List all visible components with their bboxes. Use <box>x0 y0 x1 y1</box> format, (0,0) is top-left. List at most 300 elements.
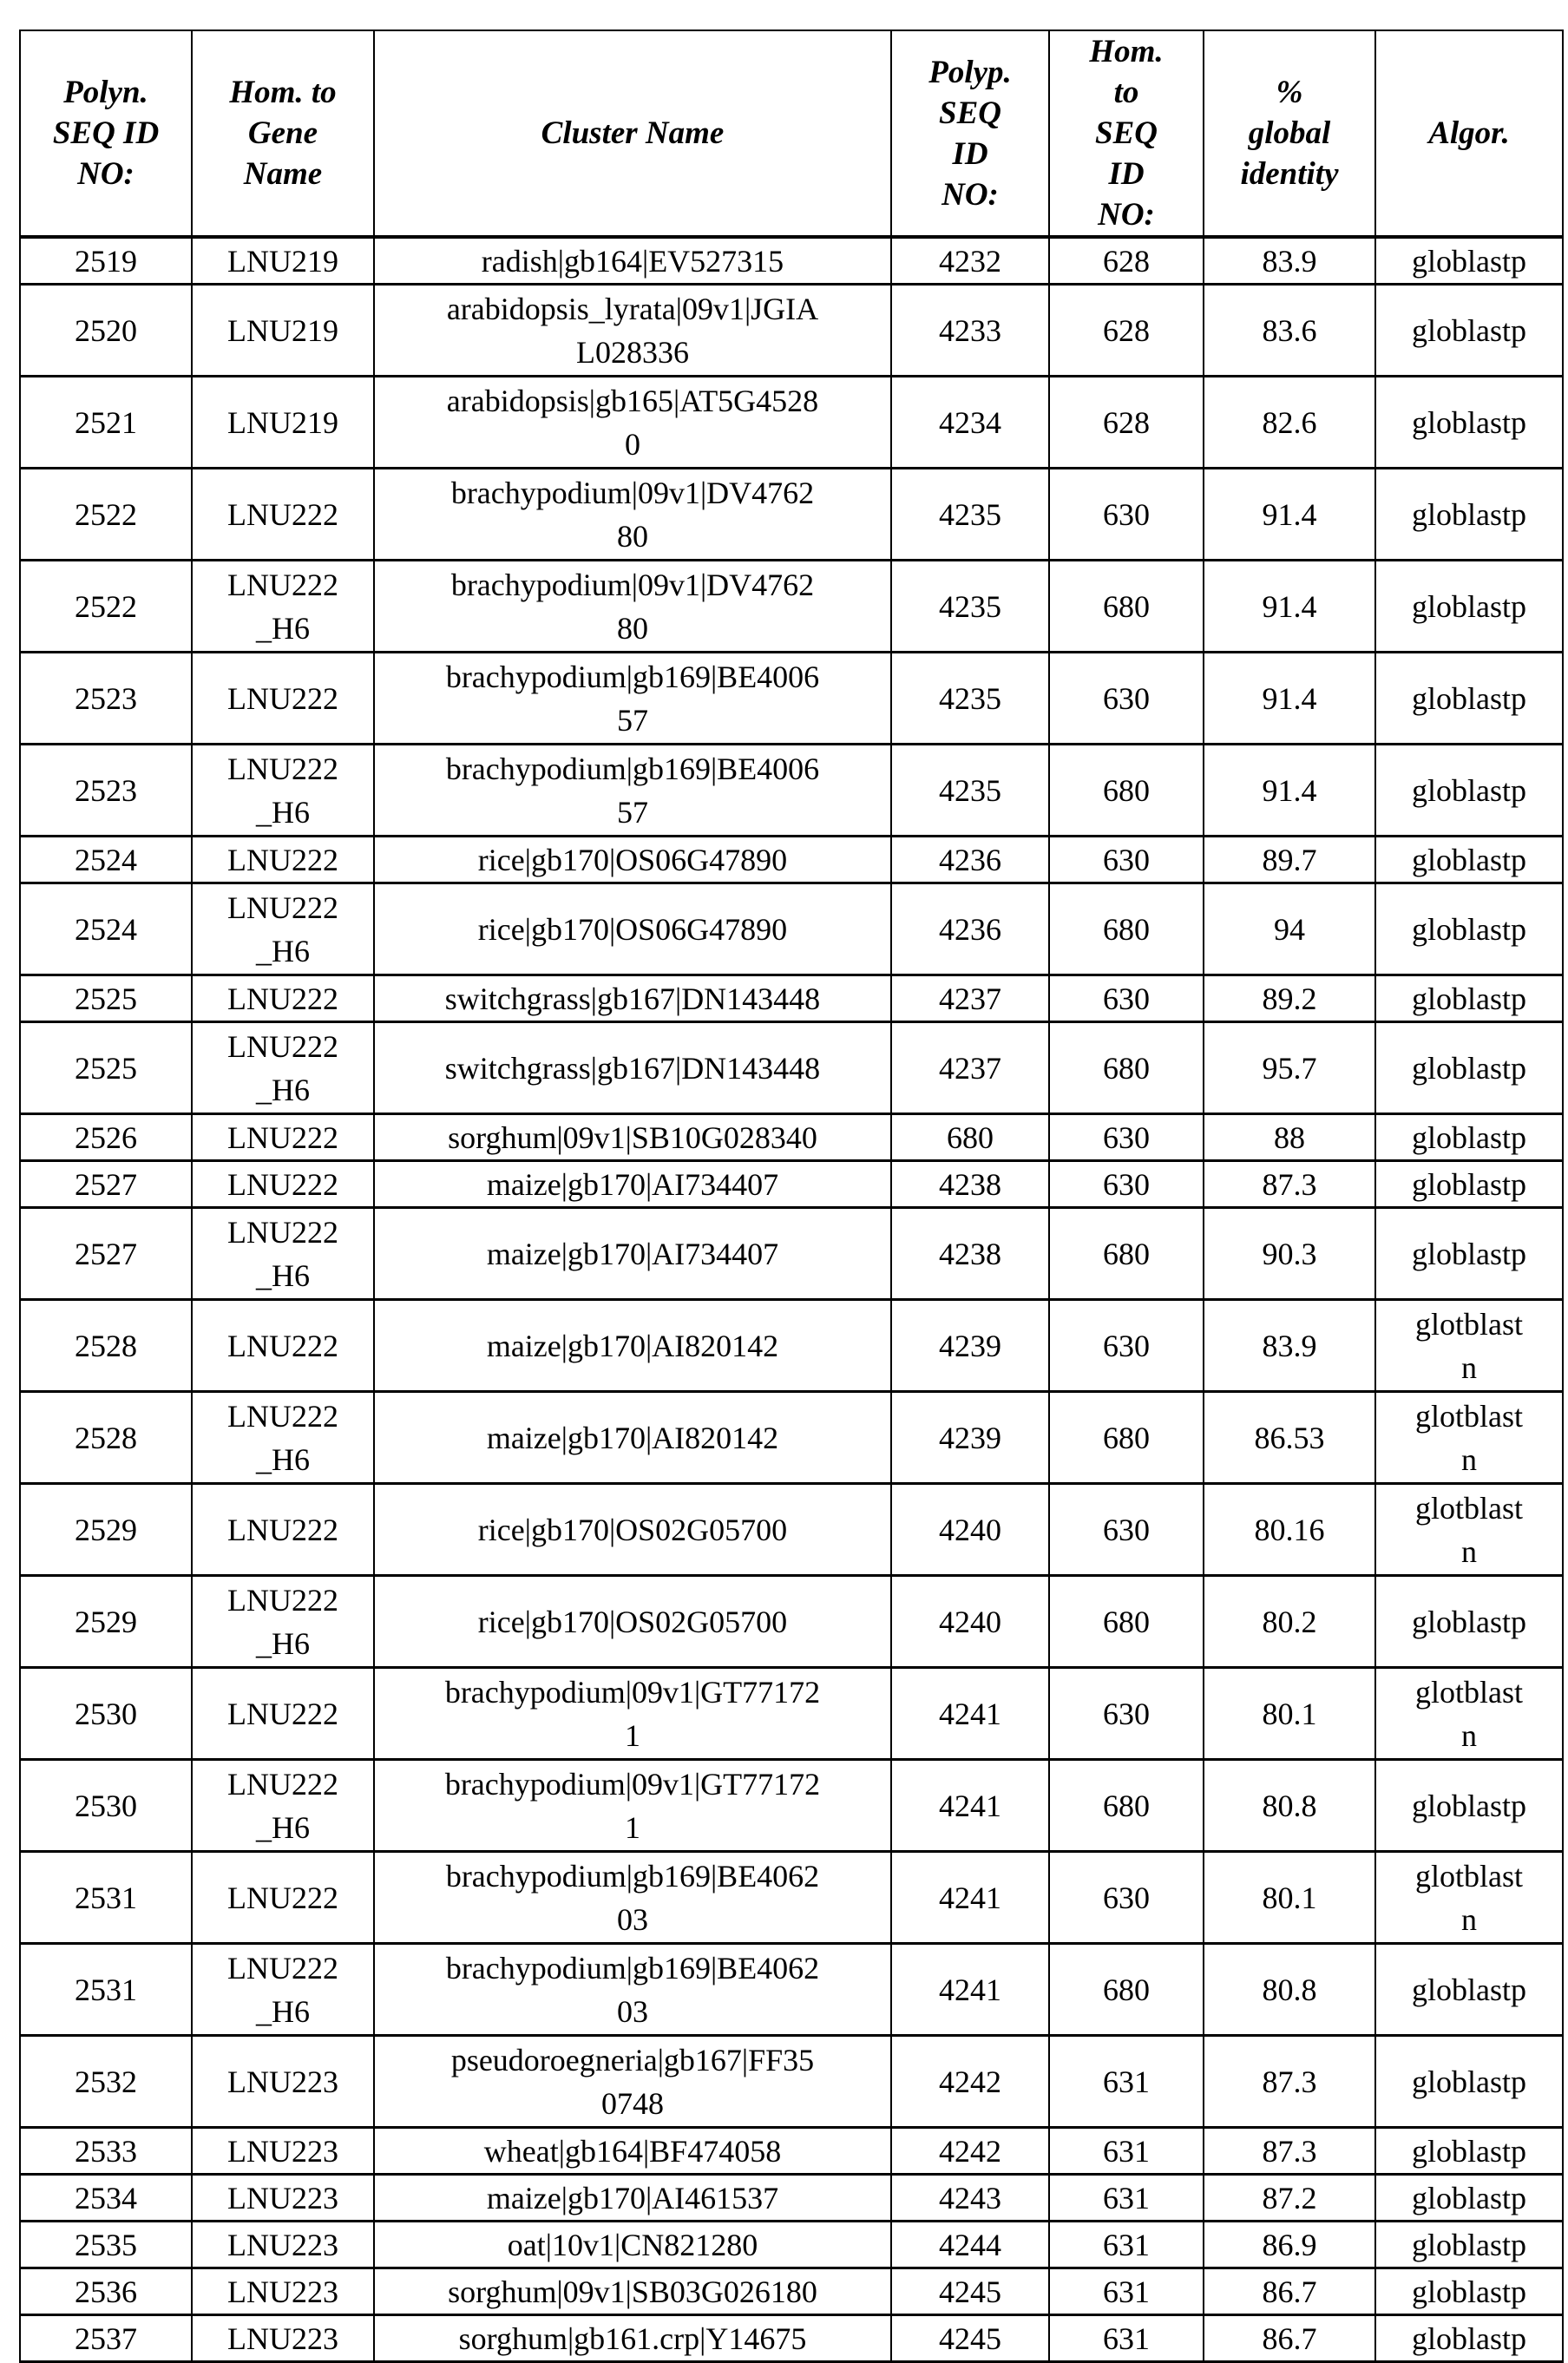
table-row <box>20 2175 1563 2222</box>
cell-polyn-seq-id: 2528 <box>20 1392 192 1484</box>
table-row <box>20 1208 1563 1300</box>
cell-global-identity: 80.8 <box>1204 1760 1375 1852</box>
cell-hom-seq-id: 680 <box>1049 1576 1204 1668</box>
cell-cluster-name-line: rice|gb170|OS06G47890 <box>477 842 788 877</box>
cell-polyn-seq-id: 2524 <box>20 883 192 975</box>
cell-gene-name <box>192 883 374 975</box>
cell-cluster-name-line: switchgrass|gb167|DN143448 <box>444 1050 821 1086</box>
cell-gene-name <box>192 237 374 285</box>
cell-algor <box>1375 2036 1563 2128</box>
homolog-table <box>19 30 1564 2363</box>
cell-gene-name <box>192 1576 374 1668</box>
cell-cluster-name <box>374 837 891 883</box>
cell-cluster-name <box>374 975 891 1022</box>
cell-polyp-seq-id: 4242 <box>891 2036 1049 2128</box>
cell-cluster-name-line: brachypodium|09v1|DV4762 <box>450 475 815 510</box>
cell-gene-name <box>192 1208 374 1300</box>
cell-algor <box>1375 1022 1563 1114</box>
table-row <box>20 1944 1563 2036</box>
cell-gene-name-line: LNU222 <box>227 1880 338 1915</box>
cell-algor <box>1375 653 1563 745</box>
cell-gene-name-line: LNU222 <box>227 1696 338 1731</box>
cell-gene-name-line: _H6 <box>256 794 310 830</box>
cell-global-identity: 83.6 <box>1204 285 1375 377</box>
cell-gene-name <box>192 1392 374 1484</box>
cell-gene-name-line: LNU222 <box>227 1119 338 1155</box>
cell-cluster-name-line: maize|gb170|AI461537 <box>486 2180 779 2215</box>
cell-gene-name <box>192 1668 374 1760</box>
header-line: Polyp. <box>928 54 1012 90</box>
cell-gene-name-line: LNU223 <box>227 2227 338 2262</box>
cell-polyn-seq-id: 2521 <box>20 377 192 469</box>
cell-gene-name-line: LNU223 <box>227 2133 338 2169</box>
cell-gene-name-line: LNU222 <box>227 1398 338 1434</box>
cell-cluster-name-line: 80 <box>617 610 648 646</box>
cell-gene-name-line: LNU222 <box>227 981 338 1016</box>
table-row <box>20 1300 1563 1392</box>
cell-algor-line: globlastp <box>1412 243 1526 279</box>
cell-polyp-seq-id: 4235 <box>891 653 1049 745</box>
cell-cluster-name-line: rice|gb170|OS02G05700 <box>477 1512 788 1547</box>
cell-algor-line: globlastp <box>1412 2133 1526 2169</box>
cell-cluster-name-line: 03 <box>617 1993 648 2029</box>
cell-gene-name-line: _H6 <box>256 1441 310 1477</box>
cell-algor-line: globlastp <box>1412 588 1526 624</box>
cell-gene-name-line: LNU222 <box>227 1028 338 1064</box>
cell-polyp-seq-id: 4238 <box>891 1161 1049 1208</box>
cell-cluster-name-line: maize|gb170|AI734407 <box>486 1166 779 1202</box>
cell-cluster-name-line: brachypodium|gb169|BE4062 <box>445 1950 820 1986</box>
cell-algor-line: n <box>1461 1441 1477 1477</box>
header-line: identity <box>1240 156 1339 192</box>
cell-cluster-name <box>374 1161 891 1208</box>
cell-hom-seq-id: 631 <box>1049 2315 1204 2362</box>
cell-global-identity: 89.7 <box>1204 837 1375 883</box>
cell-algor-line: n <box>1461 1717 1477 1753</box>
cell-polyn-seq-id: 2523 <box>20 653 192 745</box>
cell-algor <box>1375 1576 1563 1668</box>
table-row <box>20 2268 1563 2315</box>
cell-global-identity: 91.4 <box>1204 745 1375 837</box>
cell-cluster-name <box>374 1944 891 2036</box>
table-row <box>20 1161 1563 1208</box>
cell-polyp-seq-id: 4235 <box>891 561 1049 653</box>
cell-global-identity: 91.4 <box>1204 469 1375 561</box>
cell-algor-line: globlastp <box>1412 772 1526 808</box>
header-line: Algor. <box>1428 115 1510 151</box>
cell-cluster-name <box>374 285 891 377</box>
cell-gene-name-line: _H6 <box>256 1625 310 1661</box>
cell-polyp-seq-id: 4243 <box>891 2175 1049 2222</box>
cell-gene-name-line: LNU222 <box>227 1328 338 1363</box>
cell-polyn-seq-id: 2527 <box>20 1161 192 1208</box>
cell-algor-line: glotblast <box>1415 1490 1523 1526</box>
cell-algor <box>1375 1161 1563 1208</box>
cell-cluster-name <box>374 1208 891 1300</box>
cell-hom-seq-id: 630 <box>1049 1852 1204 1944</box>
table-row <box>20 237 1563 285</box>
cell-global-identity: 94 <box>1204 883 1375 975</box>
cell-gene-name-line: LNU222 <box>227 1166 338 1202</box>
cell-polyn-seq-id: 2520 <box>20 285 192 377</box>
cell-gene-name-line: _H6 <box>256 1257 310 1293</box>
cell-cluster-name-line: sorghum|09v1|SB03G026180 <box>448 2274 817 2309</box>
cell-gene-name-line: LNU219 <box>227 404 338 440</box>
cell-cluster-name-line: arabidopsis_lyrata|09v1|JGIA <box>446 291 819 326</box>
cell-hom-seq-id: 680 <box>1049 883 1204 975</box>
cell-cluster-name-line: rice|gb170|OS02G05700 <box>477 1604 788 1639</box>
cell-algor-line: globlastp <box>1412 2320 1526 2356</box>
cell-polyn-seq-id: 2536 <box>20 2268 192 2315</box>
cell-hom-seq-id: 628 <box>1049 377 1204 469</box>
cell-cluster-name-line: arabidopsis|gb165|AT5G4528 <box>446 383 819 418</box>
cell-algor <box>1375 2175 1563 2222</box>
cell-hom-seq-id: 631 <box>1049 2268 1204 2315</box>
cell-global-identity: 83.9 <box>1204 1300 1375 1392</box>
cell-polyp-seq-id: 4245 <box>891 2268 1049 2315</box>
cell-cluster-name-line: 57 <box>617 702 648 738</box>
cell-algor <box>1375 469 1563 561</box>
table-row <box>20 1760 1563 1852</box>
cell-polyn-seq-id: 2530 <box>20 1760 192 1852</box>
cell-polyp-seq-id: 4235 <box>891 745 1049 837</box>
cell-algor <box>1375 1484 1563 1576</box>
cell-polyp-seq-id: 4241 <box>891 1852 1049 1944</box>
cell-global-identity: 87.3 <box>1204 2128 1375 2175</box>
cell-cluster-name-line: 80 <box>617 518 648 554</box>
cell-algor-line: globlastp <box>1412 981 1526 1016</box>
cell-polyn-seq-id: 2528 <box>20 1300 192 1392</box>
cell-gene-name <box>192 1300 374 1392</box>
table-row <box>20 1114 1563 1161</box>
table-row <box>20 975 1563 1022</box>
cell-cluster-name-line: sorghum|gb161.crp|Y14675 <box>458 2320 807 2356</box>
cell-gene-name <box>192 1944 374 2036</box>
cell-global-identity: 95.7 <box>1204 1022 1375 1114</box>
cell-hom-seq-id: 680 <box>1049 1022 1204 1114</box>
cell-global-identity: 89.2 <box>1204 975 1375 1022</box>
cell-hom-seq-id: 630 <box>1049 1300 1204 1392</box>
cell-gene-name-line: LNU222 <box>227 751 338 786</box>
table-row <box>20 285 1563 377</box>
cell-cluster-name-line: brachypodium|09v1|DV4762 <box>450 567 815 602</box>
cell-gene-name-line: LNU223 <box>227 2180 338 2215</box>
header-line: Name <box>243 156 323 192</box>
header-line: Cluster Name <box>541 115 725 151</box>
cell-gene-name-line: LNU222 <box>227 496 338 532</box>
table-row <box>20 1022 1563 1114</box>
cell-cluster-name <box>374 1114 891 1161</box>
header-hom-seq-id <box>1049 30 1204 237</box>
cell-gene-name-line: _H6 <box>256 1072 310 1107</box>
cell-polyp-seq-id: 4236 <box>891 883 1049 975</box>
cell-cluster-name <box>374 2222 891 2268</box>
cell-algor-line: globlastp <box>1412 911 1526 947</box>
cell-cluster-name <box>374 237 891 285</box>
cell-algor <box>1375 1668 1563 1760</box>
cell-polyp-seq-id: 4244 <box>891 2222 1049 2268</box>
cell-hom-seq-id: 680 <box>1049 1760 1204 1852</box>
cell-polyp-seq-id: 4240 <box>891 1484 1049 1576</box>
cell-gene-name-line: _H6 <box>256 933 310 968</box>
cell-cluster-name-line: brachypodium|gb169|BE4006 <box>445 751 820 786</box>
table-row <box>20 653 1563 745</box>
cell-gene-name <box>192 1114 374 1161</box>
cell-hom-seq-id: 630 <box>1049 975 1204 1022</box>
cell-algor-line: glotblast <box>1415 1674 1523 1710</box>
cell-polyn-seq-id: 2526 <box>20 1114 192 1161</box>
cell-gene-name <box>192 561 374 653</box>
cell-polyn-seq-id: 2527 <box>20 1208 192 1300</box>
cell-polyn-seq-id: 2531 <box>20 1852 192 1944</box>
cell-polyp-seq-id: 4245 <box>891 2315 1049 2362</box>
cell-algor <box>1375 2315 1563 2362</box>
cell-cluster-name <box>374 653 891 745</box>
cell-algor-line: globlastp <box>1412 2227 1526 2262</box>
cell-gene-name <box>192 1484 374 1576</box>
cell-cluster-name-line: wheat|gb164|BF474058 <box>483 2133 782 2169</box>
cell-gene-name <box>192 1760 374 1852</box>
cell-cluster-name-line: oat|10v1|CN821280 <box>507 2227 758 2262</box>
cell-hom-seq-id: 680 <box>1049 1392 1204 1484</box>
cell-cluster-name-line: radish|gb164|EV527315 <box>481 243 784 279</box>
cell-cluster-name <box>374 469 891 561</box>
cell-algor <box>1375 237 1563 285</box>
cell-cluster-name <box>374 1484 891 1576</box>
header-line: NO: <box>941 176 999 213</box>
cell-algor-line: globlastp <box>1412 404 1526 440</box>
cell-gene-name-line: LNU222 <box>227 1950 338 1986</box>
cell-cluster-name <box>374 561 891 653</box>
cell-algor <box>1375 1114 1563 1161</box>
cell-cluster-name <box>374 1852 891 1944</box>
cell-cluster-name-line: 0 <box>625 426 640 462</box>
cell-polyp-seq-id: 4237 <box>891 1022 1049 1114</box>
cell-gene-name <box>192 653 374 745</box>
cell-cluster-name-line: brachypodium|gb169|BE4062 <box>445 1858 820 1894</box>
cell-polyn-seq-id: 2525 <box>20 975 192 1022</box>
cell-algor-line: globlastp <box>1412 1166 1526 1202</box>
cell-gene-name-line: LNU222 <box>227 842 338 877</box>
cell-algor <box>1375 2128 1563 2175</box>
header-polyp-seq-id <box>891 30 1049 237</box>
cell-hom-seq-id: 631 <box>1049 2175 1204 2222</box>
cell-global-identity: 82.6 <box>1204 377 1375 469</box>
table-row <box>20 2315 1563 2362</box>
cell-cluster-name <box>374 2315 891 2362</box>
cell-global-identity: 90.3 <box>1204 1208 1375 1300</box>
cell-cluster-name-line: maize|gb170|AI820142 <box>486 1420 779 1455</box>
cell-algor-line: globlastp <box>1412 1972 1526 2007</box>
cell-global-identity: 80.16 <box>1204 1484 1375 1576</box>
header-row <box>20 30 1563 237</box>
table-row <box>20 2222 1563 2268</box>
cell-gene-name <box>192 2222 374 2268</box>
cell-gene-name-line: LNU222 <box>227 1512 338 1547</box>
cell-polyn-seq-id: 2531 <box>20 1944 192 2036</box>
cell-cluster-name-line: maize|gb170|AI820142 <box>486 1328 779 1363</box>
cell-algor-line: globlastp <box>1412 2064 1526 2099</box>
header-line: to <box>1113 75 1139 110</box>
header-line: Gene <box>247 115 318 151</box>
cell-algor <box>1375 1852 1563 1944</box>
header-polyn-seq-id <box>20 30 192 237</box>
cell-cluster-name <box>374 1392 891 1484</box>
cell-gene-name-line: LNU222 <box>227 1582 338 1618</box>
header-line: ID <box>952 135 988 172</box>
cell-gene-name <box>192 837 374 883</box>
cell-gene-name-line: LNU219 <box>227 312 338 348</box>
cell-gene-name-line: LNU222 <box>227 889 338 925</box>
cell-algor-line: globlastp <box>1412 1788 1526 1823</box>
cell-gene-name <box>192 1852 374 1944</box>
header-line: % <box>1276 75 1303 110</box>
cell-gene-name-line: LNU222 <box>227 680 338 716</box>
cell-global-identity: 87.2 <box>1204 2175 1375 2222</box>
cell-algor <box>1375 1300 1563 1392</box>
cell-polyn-seq-id: 2530 <box>20 1668 192 1760</box>
header-line: Hom. <box>1089 34 1164 69</box>
cell-gene-name <box>192 2128 374 2175</box>
cell-polyn-seq-id: 2534 <box>20 2175 192 2222</box>
cell-algor <box>1375 1392 1563 1484</box>
cell-algor-line: globlastp <box>1412 1050 1526 1086</box>
cell-algor-line: glotblast <box>1415 1858 1523 1894</box>
cell-gene-name-line: LNU222 <box>227 1766 338 1802</box>
cell-cluster-name-line: brachypodium|09v1|GT77172 <box>444 1674 821 1710</box>
cell-cluster-name <box>374 2036 891 2128</box>
cell-gene-name <box>192 1022 374 1114</box>
cell-cluster-name <box>374 377 891 469</box>
cell-global-identity: 83.9 <box>1204 237 1375 285</box>
cell-hom-seq-id: 630 <box>1049 1484 1204 1576</box>
header-hom-gene-name <box>192 30 374 237</box>
cell-gene-name <box>192 285 374 377</box>
cell-cluster-name <box>374 1576 891 1668</box>
table-row <box>20 1484 1563 1576</box>
cell-polyn-seq-id: 2533 <box>20 2128 192 2175</box>
cell-algor-line: globlastp <box>1412 496 1526 532</box>
cell-hom-seq-id: 630 <box>1049 837 1204 883</box>
cell-polyp-seq-id: 4240 <box>891 1576 1049 1668</box>
header-cluster-name <box>374 30 891 237</box>
cell-gene-name-line: LNU223 <box>227 2064 338 2099</box>
cell-cluster-name-line: 57 <box>617 794 648 830</box>
cell-global-identity: 87.3 <box>1204 1161 1375 1208</box>
cell-hom-seq-id: 628 <box>1049 237 1204 285</box>
cell-algor <box>1375 285 1563 377</box>
cell-cluster-name-line: switchgrass|gb167|DN143448 <box>444 981 821 1016</box>
cell-algor <box>1375 883 1563 975</box>
table-header <box>20 30 1563 237</box>
cell-algor-line: glotblast <box>1415 1306 1523 1342</box>
cell-cluster-name-line: sorghum|09v1|SB10G028340 <box>448 1119 817 1155</box>
cell-cluster-name <box>374 1022 891 1114</box>
cell-algor-line: glotblast <box>1415 1398 1523 1434</box>
cell-gene-name <box>192 469 374 561</box>
table-body <box>20 237 1563 2362</box>
cell-polyn-seq-id: 2525 <box>20 1022 192 1114</box>
cell-polyn-seq-id: 2537 <box>20 2315 192 2362</box>
cell-gene-name-line: _H6 <box>256 1809 310 1845</box>
cell-hom-seq-id: 680 <box>1049 1944 1204 2036</box>
table-row <box>20 2036 1563 2128</box>
cell-cluster-name-line: 1 <box>625 1809 640 1845</box>
cell-global-identity: 86.7 <box>1204 2268 1375 2315</box>
cell-algor-line: globlastp <box>1412 680 1526 716</box>
cell-polyp-seq-id: 4234 <box>891 377 1049 469</box>
cell-cluster-name-line: 0748 <box>601 2085 664 2121</box>
table-row <box>20 469 1563 561</box>
cell-algor-line: globlastp <box>1412 2274 1526 2309</box>
header-line: NO: <box>77 156 134 192</box>
cell-cluster-name <box>374 745 891 837</box>
cell-polyp-seq-id: 4239 <box>891 1300 1049 1392</box>
cell-global-identity: 86.7 <box>1204 2315 1375 2362</box>
cell-polyp-seq-id: 4239 <box>891 1392 1049 1484</box>
cell-gene-name <box>192 1161 374 1208</box>
cell-algor-line: globlastp <box>1412 312 1526 348</box>
table-row <box>20 837 1563 883</box>
cell-global-identity: 80.1 <box>1204 1668 1375 1760</box>
cell-cluster-name-line: brachypodium|09v1|GT77172 <box>444 1766 821 1802</box>
cell-polyn-seq-id: 2519 <box>20 237 192 285</box>
cell-gene-name <box>192 745 374 837</box>
header-line: SEQ ID <box>52 115 160 151</box>
cell-polyn-seq-id: 2523 <box>20 745 192 837</box>
cell-algor <box>1375 1208 1563 1300</box>
cell-polyn-seq-id: 2529 <box>20 1484 192 1576</box>
cell-global-identity: 86.9 <box>1204 2222 1375 2268</box>
cell-algor-line: globlastp <box>1412 842 1526 877</box>
cell-algor-line: globlastp <box>1412 2180 1526 2215</box>
header-line: Polyn. <box>63 75 148 110</box>
cell-cluster-name-line: maize|gb170|AI734407 <box>486 1236 779 1271</box>
cell-hom-seq-id: 631 <box>1049 2036 1204 2128</box>
cell-global-identity: 91.4 <box>1204 561 1375 653</box>
cell-cluster-name <box>374 883 891 975</box>
cell-cluster-name <box>374 1760 891 1852</box>
cell-polyn-seq-id: 2529 <box>20 1576 192 1668</box>
cell-polyn-seq-id: 2522 <box>20 469 192 561</box>
cell-polyp-seq-id: 4241 <box>891 1668 1049 1760</box>
header-line: SEQ <box>939 95 1001 131</box>
cell-gene-name <box>192 2315 374 2362</box>
table-row <box>20 1576 1563 1668</box>
cell-algor <box>1375 1760 1563 1852</box>
cell-global-identity: 80.2 <box>1204 1576 1375 1668</box>
cell-polyn-seq-id: 2532 <box>20 2036 192 2128</box>
cell-gene-name <box>192 2036 374 2128</box>
table-row <box>20 1392 1563 1484</box>
cell-cluster-name <box>374 1300 891 1392</box>
header-global-identity <box>1204 30 1375 237</box>
cell-hom-seq-id: 630 <box>1049 653 1204 745</box>
cell-polyp-seq-id: 4242 <box>891 2128 1049 2175</box>
cell-algor <box>1375 745 1563 837</box>
cell-polyp-seq-id: 4233 <box>891 285 1049 377</box>
cell-cluster-name-line: pseudoroegneria|gb167|FF35 <box>450 2042 815 2077</box>
cell-gene-name-line: LNU222 <box>227 1214 338 1250</box>
cell-gene-name <box>192 2175 374 2222</box>
header-line: global <box>1248 115 1331 151</box>
cell-algor <box>1375 975 1563 1022</box>
table-row <box>20 883 1563 975</box>
cell-gene-name-line: LNU223 <box>227 2320 338 2356</box>
cell-algor-line: n <box>1461 1349 1477 1385</box>
cell-polyp-seq-id: 4237 <box>891 975 1049 1022</box>
cell-global-identity: 87.3 <box>1204 2036 1375 2128</box>
